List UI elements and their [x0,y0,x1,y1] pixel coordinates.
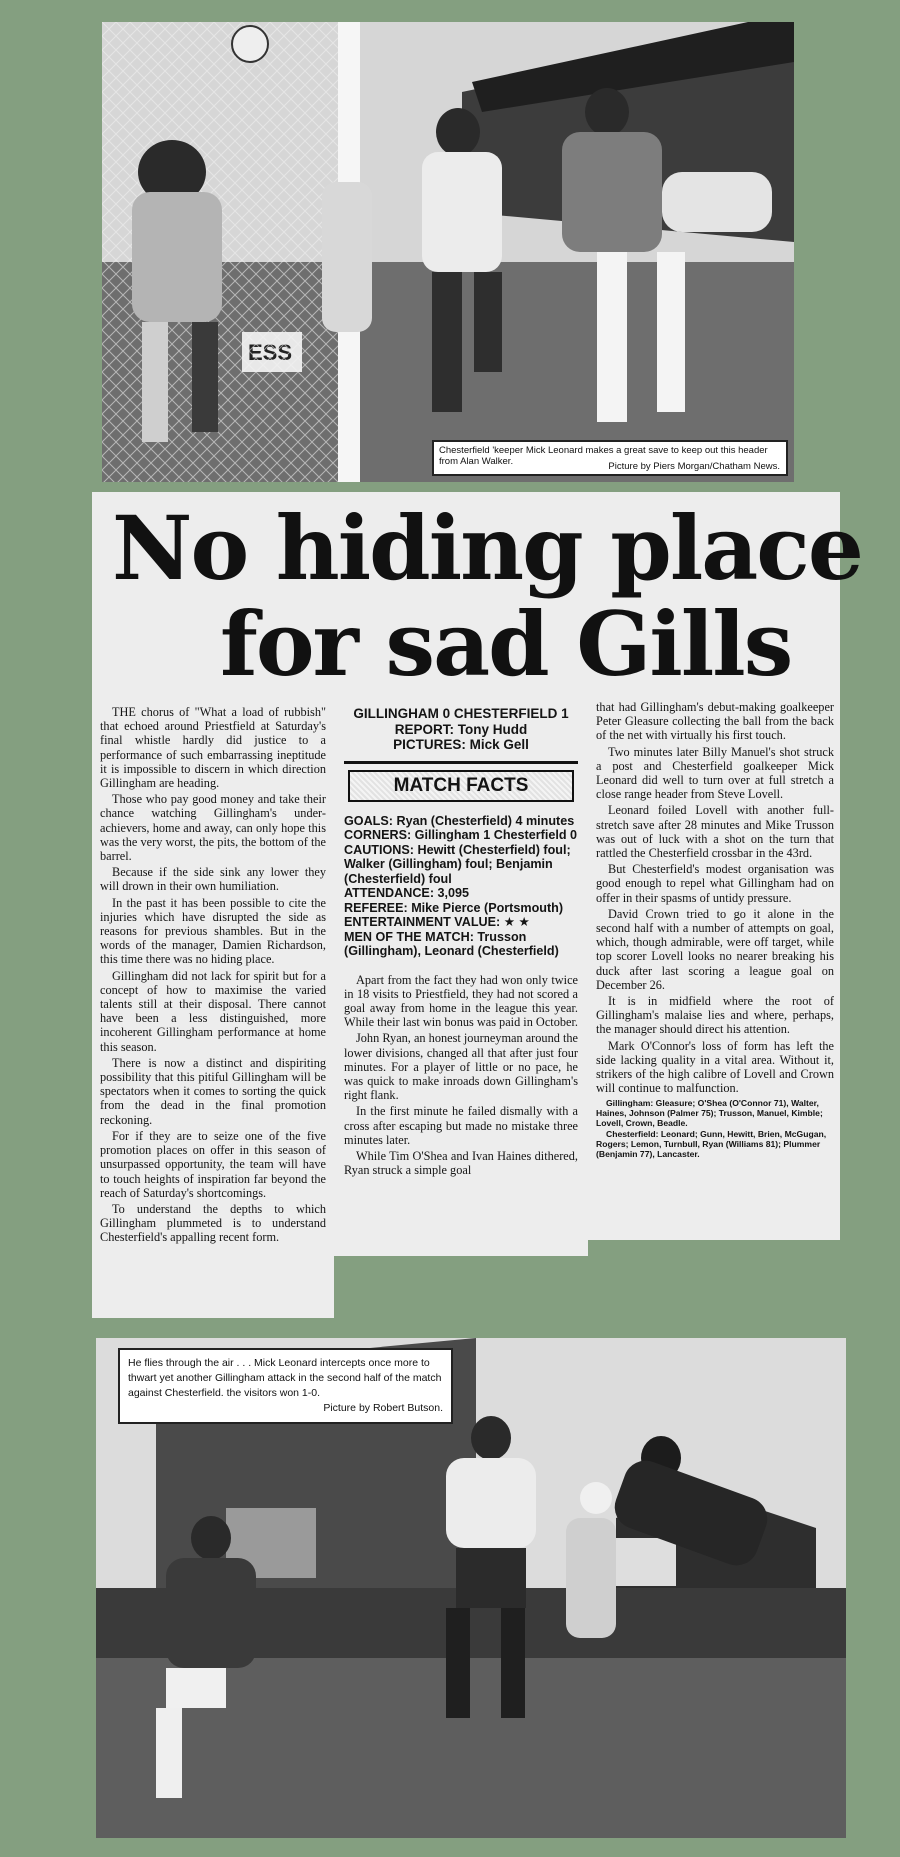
top-photo-caption-box [432,440,788,476]
match-facts-box [344,706,578,959]
article-paragraph: THE chorus of "What a load of rubbish" that echoed around Priestfield at Saturday's final whistle hardly did justice to a performance of such embarrassing ineptitude it is impossible to discern in which direction Gillingham are heading. [100,705,326,791]
article-paragraph: But Chesterfield's modest organisation was good enough to repel what Gillingham had on offer in their spasms of untidy pressure. [596,862,834,905]
fact-men-of-the-match [344,930,578,959]
headline-line-2: for sad Gills [220,592,792,696]
gillingham-lineup: Gillingham: Gleasure; O'Shea (O'Connor 71), Walter, Haines, Johnson (Palmer 75); Trusson, Manuel, Kimble; Lovell, Crown, Beadle. [596,1098,823,1129]
fact-label: ATTENDANCE: [344,886,435,900]
article-paragraph: Those who pay good money and take their chance watching Gillingham's under-achievers, home and away, can only hope this was the very worst, the pits, the bottom of the barrel. [100,792,326,864]
fact-cautions [344,843,578,887]
fact-value: 3,095 [437,886,470,900]
fact-label: GOALS: [344,813,393,828]
fact-label: CORNERS: [344,828,412,842]
fact-goals [344,814,578,829]
bottom-photo-caption: He flies through the air . . . Mick Leonard intercepts once more to thwart yet another Gillingham attack in the second half of the match against Chesterfield. the visitors won 1-0. [128,1357,442,1399]
top-match-photo [102,22,794,482]
article-paragraph: Mark O'Connor's loss of form has left the side lacking quality in a vital area. Without it, strikers of the high calibre of Lovell and Crown will continue to malfunction. [596,1038,834,1096]
article-column-middle [334,700,588,1256]
article-column-left [92,700,334,1318]
fact-label: ENTERTAINMENT VALUE: [344,915,501,929]
article-paragraph: that had Gillingham's debut-making goalkeeper Peter Gleasure collecting the ball from the back of the net with virtually his first touch. [596,700,834,743]
team-lineups [596,1098,834,1159]
fact-label: REFEREE: [344,900,408,915]
article-paragraph: For if they are to seize one of the five promotion places on offer in this season of unsurpassed opportunity, the team will have to touch heights of inspiration far beyond the reach of Saturday's shortcomings. [100,1128,326,1200]
top-photo-scene [102,22,794,482]
article-paragraph: Gillingham did not lack for spirit but for a concept of how to maximise the varied talents still at their disposal. There cannot have been a less distinguished, more incoherent Gillingham performance at home this season. [100,968,326,1054]
article-paragraph: It is in midfield where the root of Gillingham's malaise lies and where, perhaps, the manager should direct his attention. [596,994,834,1037]
bottom-photo-credit: Picture by Robert Butson. [323,1402,443,1414]
article-paragraph: In the past it has been possible to cite the injuries which have disrupted the side as reasons for previous shambles. But in the words of the manager, Damien Richardson, this time there was no hiding place. [100,895,326,967]
article-paragraph: Because if the side sink any lower they will drown in their own humiliation. [100,865,326,894]
bottom-photo-caption-box [118,1348,453,1424]
top-photo-caption: Chesterfield 'keeper Mick Leonard makes a great save to keep out this header from Alan Walker. [439,445,768,467]
article-paragraph: In the first minute he failed dismally with a cross after escaping but made no mistake three minutes later. [344,1104,578,1147]
star-rating: ★ ★ [503,915,530,929]
fact-value: Gillingham 1 Chesterfield 0 [414,828,578,842]
fact-corners [344,828,578,843]
fact-value: Trusson (Gillingham), Leonard (Chesterfield) [344,929,559,958]
fact-referee [344,901,578,916]
article-paragraph: John Ryan, an honest journeyman around the lower divisions, changed all that after just four minutes. For a player of little or no pace, he was quick to make inroads down Gillingham's right flank. [344,1031,578,1103]
article-paragraph: To understand the depths to which Gillingham plummeted is to understand Chesterfield's appalling recent form. [100,1201,326,1245]
score-line: GILLINGHAM 0 CHESTERFIELD 1 [353,706,569,721]
headline-block [92,492,862,700]
article-paragraph: Two minutes later Billy Manuel's shot struck a post and Chesterfield goalkeeper Mick Leonard did well to turn over at full stretch a close range header from Steve Lovell. [596,744,834,802]
article-paragraph: There is now a distinct and dispiriting possibility that this pitiful Gillingham will be spectators when it comes to sorting the quick from the dead in the final promotion reckoning. [100,1055,326,1127]
fact-value: Hewitt (Chesterfield) foul; Walker (Gillingham) foul; Benjamin (Chesterfield) foul [344,842,571,886]
article-column-right [588,700,840,1240]
fact-label: CAUTIONS: [344,842,414,857]
match-facts-title: MATCH FACTS [348,770,574,802]
top-photo-credit: Picture by Piers Morgan/Chatham News. [608,461,780,472]
report-byline: REPORT: Tony Hudd [394,721,528,737]
article-paragraph: Apart from the fact they had won only twice in 18 visits to Priestfield, they had not scored a goal away from home in the league this year. While their last win bonus was paid in October. [344,972,578,1030]
fact-label: MEN OF THE MATCH: [344,929,474,944]
fact-attendance [344,886,578,901]
fact-value: Ryan (Chesterfield) 4 minutes [396,813,575,828]
article-paragraph: Leonard foiled Lovell with another full-stretch save after 28 minutes and Mike Trusson was out of luck with a shot on the turn that rattled the Chesterfield crossbar in the 43rd. [596,803,834,861]
pictures-byline: PICTURES: Mick Gell [393,737,529,752]
chesterfield-lineup: Chesterfield: Leonard; Gunn, Hewitt, Brien, McGugan, Rogers; Lemon, Turnbull, Ryan (Williams 81); Plummer (Benjamin 77), Lancaster. [596,1129,827,1160]
headline-line-1: No hiding place [112,496,862,600]
article-paragraph: David Crown tried to go it alone in the second half with a number of attempts on goal, which, though admirable, were off target, while top scorer Lovell looks no nearer breaking his duck after last scoring a league goal on December 26. [596,906,834,992]
fact-value: Mike Pierce (Portsmouth) [411,900,564,915]
bottom-match-photo [96,1338,846,1838]
article-paragraph: While Tim O'Shea and Ivan Haines dithered, Ryan struck a simple goal [344,1148,578,1178]
divider [344,761,578,764]
fact-entertainment [344,915,578,930]
